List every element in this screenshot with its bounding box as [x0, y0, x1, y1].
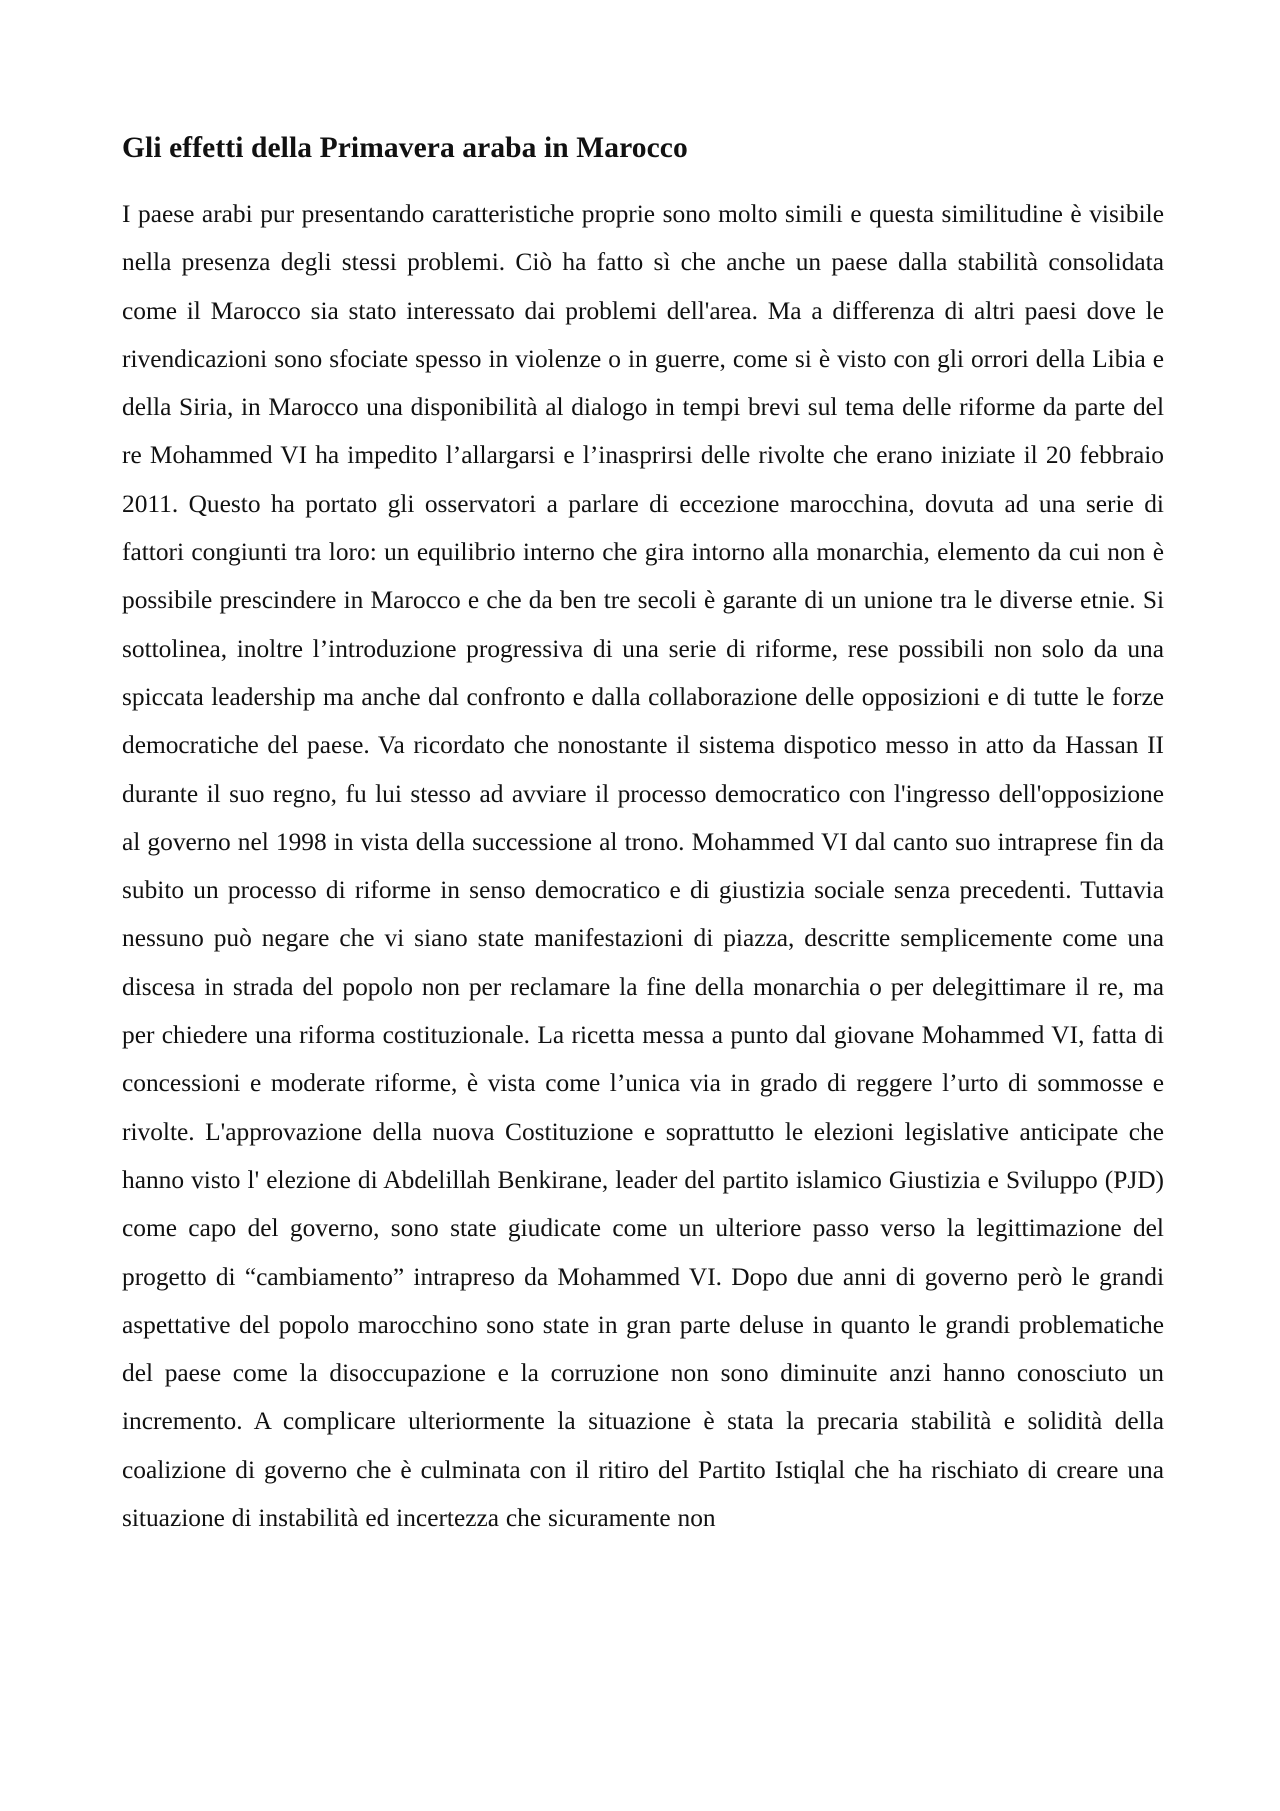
document-content [122, 128, 1164, 1542]
document-body-paragraph: I paese arabi pur presentando caratteristiche proprie sono molto simili e questa similitudine è visibile nella presenza degli stessi problemi. Ciò ha fatto sì che anche un paese dalla stabilità consolidata come il Marocco sia stato interessato dai problemi dell'area. Ma a differenza di altri paesi dove le rivendicazioni sono sfociate spesso in violenze o in guerre, come si è visto con gli orrori della Libia e della Siria, in Marocco una disponibilità al dialogo in tempi brevi sul tema delle riforme da parte del re Mohammed VI ha impedito l’allargarsi e l’inasprirsi delle rivolte che erano iniziate il 20 febbraio 2011. Questo ha portato gli osservatori a parlare di eccezione marocchina, dovuta ad una serie di fattori congiunti tra loro: un equilibrio interno che gira intorno alla monarchia, elemento da cui non è possibile prescindere in Marocco e che da ben tre secoli è garante di un unione tra le diverse etnie. Si sottolinea, inoltre l’introduzione progressiva di una serie di riforme, rese possibili non solo da una spiccata leadership ma anche dal confronto e dalla collaborazione delle opposizioni e di tutte le forze democratiche del paese. Va ricordato che nonostante il sistema dispotico messo in atto da Hassan II durante il suo regno, fu lui stesso ad avviare il processo democratico con l'ingresso dell'opposizione al governo nel 1998 in vista della successione al trono. Mohammed VI dal canto suo intraprese fin da subito un processo di riforme in senso democratico e di giustizia sociale senza precedenti. Tuttavia nessuno può negare che vi siano state manifestazioni di piazza, descritte semplicemente come una discesa in strada del popolo non per reclamare la fine della monarchia o per delegittimare il re, ma per chiedere una riforma costituzionale. La ricetta messa a punto dal giovane Mohammed VI, fatta di concessioni e moderate riforme, è vista come l’unica via in grado di reggere l’urto di sommosse e rivolte. L'approvazione della nuova Costituzione e soprattutto le elezioni legislative anticipate che hanno visto l' elezione di Abdelillah Benkirane, leader del partito islamico Giustizia e Sviluppo (PJD) come capo del governo, sono state giudicate come un ulteriore passo verso la legittimazione del progetto di “cambiamento” intrapreso da Mohammed VI. Dopo due anni di governo però le grandi aspettative del popolo marocchino sono state in gran parte deluse in quanto le grandi problematiche del paese come la disoccupazione e la corruzione non sono diminuite anzi hanno conosciuto un incremento. A complicare ulteriormente la situazione è stata la precaria stabilità e solidità della coalizione di governo che è culminata con il ritiro del Partito Istiqlal che ha rischiato di creare una situazione di instabilità ed incertezza che sicuramente non [122, 200, 1164, 1533]
document-title: Gli effetti della Primavera araba in Marocco [122, 132, 688, 164]
